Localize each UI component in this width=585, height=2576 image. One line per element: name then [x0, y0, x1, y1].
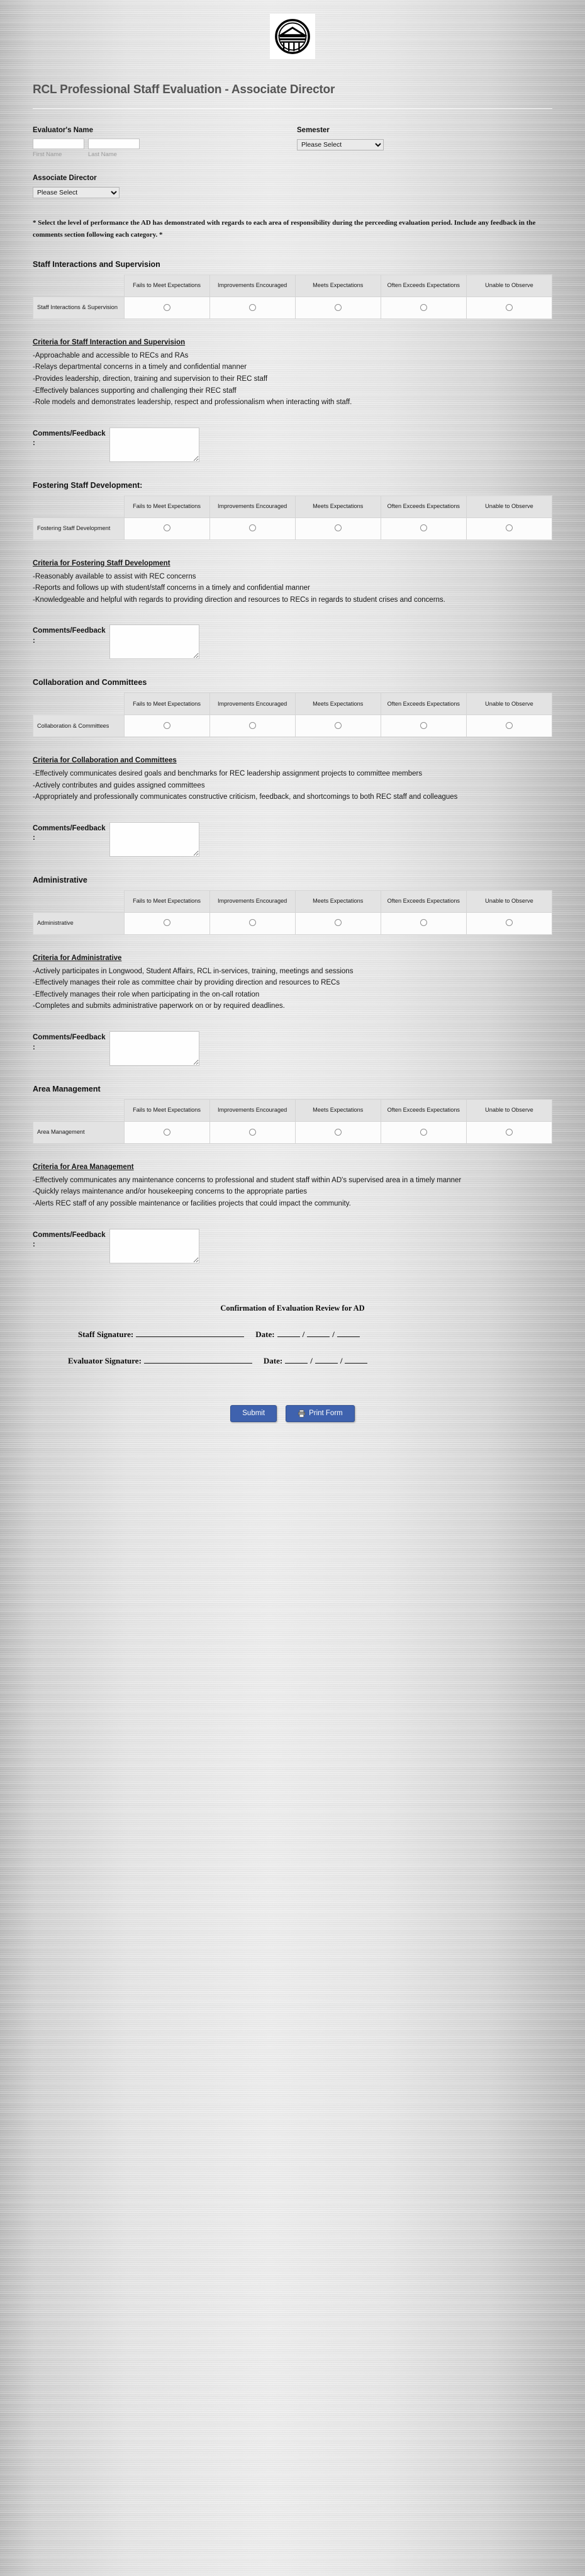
criteria-line: -Effectively communicates desired goals and benchmarks for REC leadership assignment projects to committee members: [33, 770, 423, 778]
associate-director-label: Associate Director: [33, 174, 97, 182]
rating-column-header: Fails to Meet Expectations: [124, 495, 209, 517]
evaluator-date-month[interactable]: [285, 1356, 308, 1364]
rating-table: [33, 1099, 552, 1144]
criteria-line: -Approachable and accessible to RECs and RAs: [33, 351, 189, 359]
staff-date-year[interactable]: [337, 1330, 360, 1337]
criteria-line: -Appropriately and professionally communicates constructive criticism, feedback, and shortcomings to both REC staff and colleagues: [33, 793, 458, 801]
criteria-title: Criteria for Administrative: [33, 954, 122, 962]
rating-column-header: Unable to Observe: [466, 890, 552, 912]
rating-cell[interactable]: [124, 517, 209, 539]
rating-corner-cell: [33, 693, 125, 715]
semester-group: [297, 127, 504, 158]
rating-column-header: Improvements Encouraged: [209, 275, 295, 297]
rating-row-label: Area Management: [33, 1122, 125, 1144]
rating-radio[interactable]: [335, 304, 342, 311]
rating-column-header: Often Exceeds Expectations: [381, 890, 466, 912]
rating-column-header: Fails to Meet Expectations: [124, 890, 209, 912]
evaluation-section: [0, 678, 585, 857]
rating-row: [33, 715, 552, 737]
criteria-title: Criteria for Collaboration and Committees: [33, 757, 177, 765]
rating-cell[interactable]: [466, 912, 552, 934]
rating-radio[interactable]: [506, 722, 513, 729]
rating-cell[interactable]: [381, 715, 466, 737]
rating-radio[interactable]: [164, 524, 170, 531]
rating-column-header: Unable to Observe: [466, 275, 552, 297]
criteria-line: -Actively contributes and guides assigned committees: [33, 781, 205, 789]
evaluator-semester-row: [0, 127, 585, 158]
section-title: Area Management: [33, 1085, 101, 1094]
rating-cell[interactable]: [209, 517, 295, 539]
rating-column-header: Fails to Meet Expectations: [124, 275, 209, 297]
criteria-line: -Alerts REC staff of any possible maintenance or facilities projects that could impact the community.: [33, 1199, 351, 1207]
comments-block: [33, 822, 552, 857]
semester-select[interactable]: [297, 139, 384, 150]
comments-textarea[interactable]: [109, 624, 199, 659]
criteria-line: -Effectively balances supporting and challenging their REC staff: [33, 387, 237, 395]
evaluator-signature-row: [0, 1356, 585, 1366]
staff-signature-row: [0, 1330, 585, 1340]
rating-radio[interactable]: [506, 524, 513, 531]
rating-radio[interactable]: [164, 304, 170, 311]
first-name-input[interactable]: [33, 138, 84, 149]
evaluator-date-day[interactable]: [315, 1356, 338, 1364]
rating-column-header: Improvements Encouraged: [209, 890, 295, 912]
rating-radio[interactable]: [335, 524, 342, 531]
date-separator-2: /: [332, 1329, 335, 1339]
rating-header-row: [33, 1100, 552, 1122]
criteria-line: -Effectively manages their role as committee chair by providing direction and resources to RECs: [33, 979, 340, 987]
instruction-text: * Select the level of performance the AD has demonstrated with regards to each area of responsibility during the perceeding evaluation period. Include any feedback in the comments section following each category. *: [33, 218, 536, 239]
rating-radio[interactable]: [420, 919, 427, 926]
rating-column-header: Improvements Encouraged: [209, 693, 295, 715]
rating-column-header: Fails to Meet Expectations: [124, 693, 209, 715]
comments-block: [33, 1031, 552, 1066]
rating-radio[interactable]: [249, 1129, 256, 1136]
last-name-input[interactable]: [88, 138, 140, 149]
rating-table: [33, 495, 552, 540]
comments-block: [33, 427, 552, 462]
rating-table: [33, 692, 552, 737]
rating-column-header: Often Exceeds Expectations: [381, 495, 466, 517]
comments-label: Comments/Feedback :: [33, 429, 106, 448]
rating-corner-cell: [33, 275, 125, 297]
rating-column-header: Improvements Encouraged: [209, 495, 295, 517]
evaluator-date-label: Date:: [263, 1355, 283, 1365]
last-name-sublabel: Last Name: [88, 150, 117, 158]
evaluation-section: [0, 876, 585, 1066]
page-title: RCL Professional Staff Evaluation - Associate Director: [33, 83, 335, 96]
criteria-block: [33, 952, 552, 1012]
section-title: Staff Interactions and Supervision: [33, 260, 160, 269]
rating-cell[interactable]: [295, 1122, 381, 1144]
rating-column-header: Improvements Encouraged: [209, 1100, 295, 1122]
rating-column-header: Unable to Observe: [466, 1100, 552, 1122]
criteria-line: -Reasonably available to assist with REC concerns: [33, 572, 196, 580]
rating-column-header: Unable to Observe: [466, 495, 552, 517]
comments-label: Comments/Feedback :: [33, 627, 106, 645]
comments-textarea[interactable]: [109, 1229, 199, 1263]
rating-column-header: Often Exceeds Expectations: [381, 1100, 466, 1122]
criteria-title: Criteria for Fostering Staff Development: [33, 559, 170, 567]
rating-radio[interactable]: [335, 722, 342, 729]
criteria-block: [33, 1161, 552, 1210]
rating-header-row: [33, 693, 552, 715]
rating-column-header: Unable to Observe: [466, 693, 552, 715]
comments-label: Comments/Feedback :: [33, 1231, 106, 1249]
form-actions: [0, 1405, 585, 1443]
rating-header-row: [33, 275, 552, 297]
staff-date-month[interactable]: [277, 1330, 300, 1337]
evaluator-name-label: Evaluator's Name: [33, 126, 94, 134]
rating-radio[interactable]: [420, 1129, 427, 1136]
staff-signature-label: Staff Signature:: [78, 1329, 134, 1339]
rating-cell[interactable]: [209, 715, 295, 737]
rating-column-header: Fails to Meet Expectations: [124, 1100, 209, 1122]
section-title: Fostering Staff Development:: [33, 480, 143, 490]
rating-corner-cell: [33, 1100, 125, 1122]
criteria-line: -Reports and follows up with student/staff concerns in a timely and confidential manner: [33, 584, 310, 592]
title-divider: [33, 108, 552, 109]
rating-corner-cell: [33, 890, 125, 912]
date-separator-1: /: [302, 1329, 305, 1339]
rotunda-logo-icon: [270, 14, 315, 59]
rating-cell[interactable]: [381, 297, 466, 319]
comments-block: [33, 624, 552, 659]
rating-row-label: Administrative: [33, 912, 125, 934]
rating-radio[interactable]: [335, 1129, 342, 1136]
rating-cell[interactable]: [124, 912, 209, 934]
staff-date-day[interactable]: [307, 1330, 330, 1337]
confirmation-block: [0, 1304, 585, 1366]
sections-container: [0, 260, 585, 1263]
criteria-line: -Quickly relays maintenance and/or housekeeping concerns to the appropriate parties: [33, 1188, 307, 1196]
comments-textarea[interactable]: [109, 427, 199, 462]
date-separator-3: /: [310, 1355, 313, 1365]
evaluation-section: [0, 260, 585, 462]
rating-radio[interactable]: [249, 919, 256, 926]
submit-button[interactable]: [230, 1405, 277, 1422]
criteria-line: -Role models and demonstrates leadership, respect and professionalism when interacting with staff.: [33, 398, 352, 407]
rating-column-header: Meets Expectations: [295, 890, 381, 912]
comments-label: Comments/Feedback :: [33, 1034, 106, 1051]
rating-cell[interactable]: [209, 1122, 295, 1144]
criteria-line: -Provides leadership, direction, training and supervision to their REC staff: [33, 375, 268, 383]
printer-icon: [298, 1409, 306, 1418]
rating-column-header: Meets Expectations: [295, 275, 381, 297]
rating-cell[interactable]: [295, 517, 381, 539]
print-form-button[interactable]: [286, 1405, 355, 1422]
criteria-title: Criteria for Area Management: [33, 1163, 134, 1172]
evaluator-signature-line[interactable]: [144, 1356, 252, 1364]
rating-radio[interactable]: [249, 524, 256, 531]
rating-radio[interactable]: [164, 1129, 170, 1136]
criteria-line: -Relays departmental concerns in a timely and confidential manner: [33, 363, 247, 371]
rating-radio[interactable]: [335, 919, 342, 926]
rating-cell[interactable]: [124, 715, 209, 737]
rating-column-header: Meets Expectations: [295, 693, 381, 715]
rating-cell[interactable]: [466, 297, 552, 319]
rating-cell[interactable]: [295, 297, 381, 319]
criteria-block: [33, 558, 552, 606]
comments-textarea[interactable]: [109, 822, 199, 857]
criteria-line: -Knowledgeable and helpful with regards to providing direction and resources to RECs in regards to student crises and concerns.: [33, 596, 445, 604]
rating-cell[interactable]: [209, 912, 295, 934]
rating-column-header: Meets Expectations: [295, 1100, 381, 1122]
rating-radio[interactable]: [164, 722, 170, 729]
rating-row: [33, 297, 552, 319]
rating-table: [33, 274, 552, 319]
rating-cell[interactable]: [381, 1122, 466, 1144]
rating-radio[interactable]: [164, 919, 170, 926]
rating-corner-cell: [33, 495, 125, 517]
rating-row-label: Staff Interactions & Supervision: [33, 297, 125, 319]
staff-signature-line[interactable]: [136, 1330, 244, 1337]
print-form-button-label: Print Form: [309, 1409, 343, 1418]
rating-radio[interactable]: [506, 919, 513, 926]
rating-cell[interactable]: [466, 517, 552, 539]
criteria-block: [33, 755, 552, 803]
rating-cell[interactable]: [466, 715, 552, 737]
criteria-line: -Actively participates in Longwood, Student Affairs, RCL in-services, training, meetings and sessions: [33, 967, 354, 975]
rating-column-header: Often Exceeds Expectations: [381, 275, 466, 297]
rating-column-header: Often Exceeds Expectations: [381, 693, 466, 715]
rating-cell[interactable]: [124, 297, 209, 319]
criteria-line: -Completes and submits administrative paperwork on or by required deadlines.: [33, 1002, 285, 1010]
evaluation-section: [0, 1085, 585, 1263]
rating-column-header: Meets Expectations: [295, 495, 381, 517]
rating-radio[interactable]: [420, 524, 427, 531]
staff-date-label: Date:: [255, 1329, 275, 1339]
evaluator-date-year[interactable]: [345, 1356, 367, 1364]
rating-row: [33, 912, 552, 934]
date-separator-4: /: [340, 1355, 343, 1365]
rating-header-row: [33, 495, 552, 517]
section-title: Administrative: [33, 875, 87, 884]
rating-cell[interactable]: [381, 517, 466, 539]
rating-radio[interactable]: [249, 722, 256, 729]
rating-table: [33, 890, 552, 935]
first-name-sublabel: First Name: [33, 150, 62, 158]
evaluator-name-group: [33, 127, 297, 158]
rating-radio[interactable]: [249, 304, 256, 311]
rating-radio[interactable]: [506, 304, 513, 311]
comments-label: Comments/Feedback :: [33, 824, 106, 842]
criteria-block: [33, 337, 552, 409]
associate-director-select[interactable]: [33, 187, 120, 198]
comments-block: [33, 1229, 552, 1263]
rating-row-label: Collaboration & Committees: [33, 715, 125, 737]
evaluation-section: [0, 481, 585, 660]
criteria-title: Criteria for Staff Interaction and Supervision: [33, 339, 186, 347]
rating-cell[interactable]: [209, 297, 295, 319]
rating-header-row: [33, 890, 552, 912]
rating-row: [33, 1122, 552, 1144]
rating-cell[interactable]: [295, 715, 381, 737]
submit-button-label: Submit: [242, 1409, 265, 1418]
rating-row: [33, 517, 552, 539]
rating-cell[interactable]: [381, 912, 466, 934]
rating-radio[interactable]: [420, 722, 427, 729]
semester-label: Semester: [297, 126, 330, 134]
comments-textarea[interactable]: [109, 1031, 199, 1066]
rating-radio[interactable]: [506, 1129, 513, 1136]
rating-radio[interactable]: [420, 304, 427, 311]
confirmation-title: Confirmation of Evaluation Review for AD: [220, 1303, 365, 1313]
rating-cell[interactable]: [124, 1122, 209, 1144]
criteria-line: -Effectively communicates any maintenance concerns to professional and student staff within AD's supervised area in a timely manner: [33, 1176, 462, 1184]
logo-container: [0, 0, 585, 59]
associate-director-group: [0, 174, 585, 198]
evaluator-signature-label: Evaluator Signature:: [68, 1355, 142, 1365]
section-title: Collaboration and Committees: [33, 678, 147, 687]
criteria-line: -Effectively manages their role when participating in the on-call rotation: [33, 990, 260, 998]
rating-row-label: Fostering Staff Development: [33, 517, 125, 539]
rating-cell[interactable]: [295, 912, 381, 934]
rating-cell[interactable]: [466, 1122, 552, 1144]
